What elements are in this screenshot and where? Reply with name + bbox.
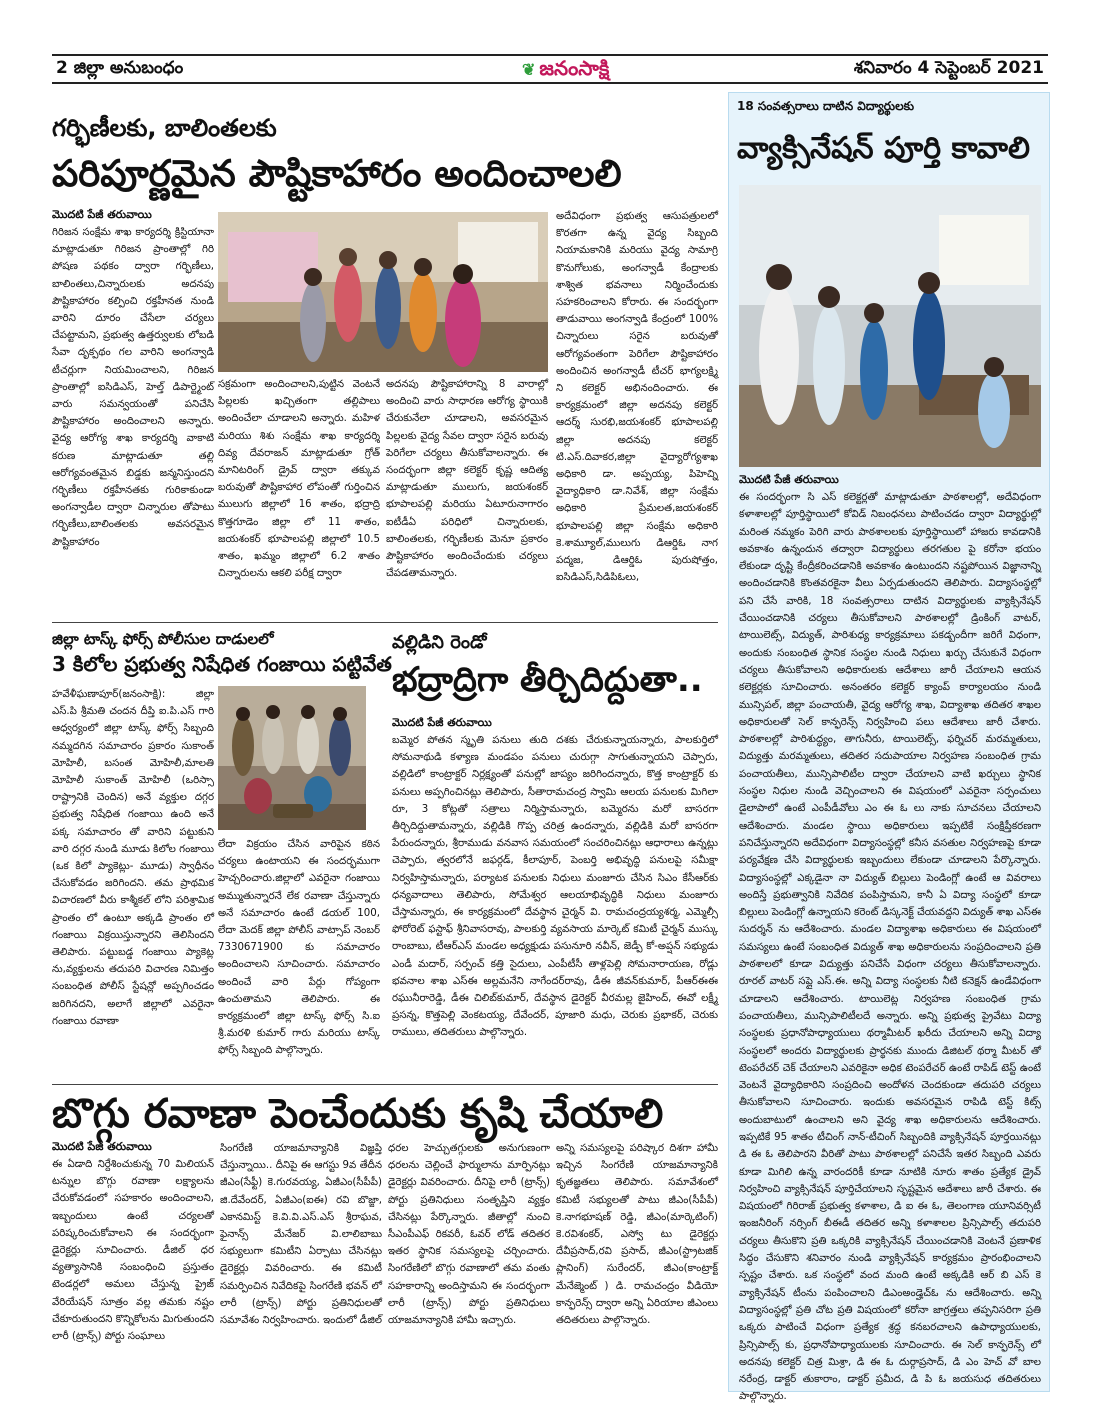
article1-column-1: గిరిజన సంక్షేమ శాఖ కార్యదర్శి క్రిస్టియానా మాట్లాడుతూ గిరిజన ప్రాంతాల్లో గిరి పోషణ పథకం ద్వారా గర్భిణీలు, బాలింతలు,చిన్నారులకు అదనపు పౌష్టికాహారం కల్పించి రక్తహీనత నుండి వారిని దూరం చేసేలా చర్యలు చేపట్టామని, ప్రభుత్వ ఉత్తర్వులకు లోబడి సేవా దృక్పథం గల వారిని అంగన్వాడి టీచర్లుగా నియమించాలని, గిరిజన ప్రాంతాల్లో ఐసిడిఎస్, హెల్త్ డిపార్ట్మెంట్ వారు సమన్వయంతో పనిచేసి పౌష్టికాహారం అందించాలని అన్నారు. వైద్య ఆరోగ్య శాఖ కార్యదర్శి వాకాటి కరుణ మాట్లాడుతూ తల్లి ఆరోగ్యవంతమైన బిడ్డకు జన్మనిస్తుందని గర్భిణీలు రక్తహీనతకు గురికాకుండా అంగన్వాడీల ద్వారా చిన్నారుల తోపాటు గర్భిణీలు,బాలింతలకు అవసరమైన పౌష్టికాహారం <box>52 227 214 548</box>
sidebar-kicker: 18 సంవత్సరాలు దాటిన విద్యార్థులకు <box>737 99 915 113</box>
masthead-text: జనంసాక్షి <box>539 56 610 80</box>
page-label: 2 జిల్లా అనుబంధం <box>56 58 184 78</box>
article2-headline: 3 కిలోల ప్రభుత్వ నిషేధిత గంజాయి పట్టివేత <box>52 652 392 676</box>
section-divider <box>52 1084 718 1085</box>
article3-body: బమ్మెర పోతన స్మృతి పనులు తుది దశకు చేరుకున్నాయన్నారు, పాలకుర్తిలో సోమనాథుడి కళ్యాణ మండపం పనులు చురుగ్గా సాగుతున్నాయని చెప్పారు, వల్లిడిలో కాంట్రాక్టర్ నిర్లక్ష్యంతో పనుల్లో జాప్యం జరిగిందన్నారు, కొత్త కాంట్రాక్టర్ కు పనులు అప్పగించినట్లు తెలిపారు, సీతారామచంద్ర స్వామి ఆలయ పనులకు మిగిలా రూ, 3 కోట్లతో సత్రాలు నిర్మిస్తామన్నారు, బమ్మెరను మరో బాసరగా తీర్చిదిద్దుతామన్నారు, వల్లిడికి గొప్ప చరిత్ర ఉందన్నారు, వల్లిడికి మరో బాసరగా పేరుందన్నారు, శ్రీరాముడు వనవాస సమయంలో సంచరించినట్లు ఆధారాలు ఉన్నట్లు చెప్పారు, త్వరలోనే జఫర్గడ్, కీలాపూర్, పెంబర్తి అభివృద్ధి పనులపై సమీక్షా నిర్వహిస్తామన్నారు, పర్యాటక పనులకు నిధులు మంజూరు చేసిన సిఎం కేసీఆర్‌కు ధన్యవాదాలు తెలిపారు, సోమేశ్వర ఆలయాభివృద్ధికి నిధులు మంజూరు చేస్తామన్నారు, ఈ కార్యక్రమంలో దేవస్థాన చైర్మన్ వి. రామచంద్రయ్యశర్మ, ఎమ్మెల్సీ ఫోరోరెట్ ఫస్టాఫ్ శ్రీనివాసరావు, పాలకుర్తి వ్యవసాయ మార్కెట్ కమిటీ చైర్మన్ ముస్కు రాంబాబు, టీఆర్ఎస్ మండల అధ్యక్షుడు పసునూరి నవీన్, జెడ్పీ కో-అప్షన్ సభ్యుడు ఎండీ మదార్, సర్పంచ్ కత్తి సైదులు, ఎంపీటీసీ తాళ్లపెల్లి సోమనారాయణ, రోడ్లు భవనాల శాఖ ఎస్ఈ అల్లమనేని నాగేందర్‌రావు, డీఈ జీవన్‌కుమార్, పీఆర్ఈఈ రఘునీరారెడ్డి, డీఈ చిలిబ్‌కుమార్, దేవస్థాన డైరెక్టర్ వీరమల్ల జైహింద్, ఈవో లక్ష్మీ ప్రసన్న, కొత్తపెల్లి వెంకటయ్య, దేవేందర్, పూజారి మధు, చెరుకు ప్రభాకర్, చెరుకు రాములు, తదితరులు పాల్గొన్నారు. <box>392 735 718 1039</box>
article1-byline: మొదటి పేజీ తరువాయి <box>52 208 152 221</box>
masthead-logo <box>522 56 609 85</box>
article4-headline: బొగ్గు రవాణా పెంచేందుకు కృషి చేయాలి <box>52 1091 664 1137</box>
article2-photo <box>218 686 366 830</box>
article1-column-3: అదనపు పౌష్టికాహారాన్ని 8 వారాల్లో అందించి వారు సాధారణ ఆరోగ్య స్థాయికి చేరుకునేలా చూడాలని, అవసరమైన పిల్లలకు వైద్య సేవల ద్వారా సరైన బరువు పెరిగేలా చర్యలు తీసుకోవాలన్నారు. ఈ సందర్భంగా జిల్లా కలెక్టర్ కృష్ణ ఆదిత్య మాట్లాడుతూ ములుగు, జయశంకర్ భూపాలపల్లి మరియు ఏటూరునాగారం ఐటీడీఏ పరిధిలో చిన్నారులకు, బాలింతలకు, గర్భిణీలకు మెనూ ప్రకారం పౌష్టికాహారం అందించేందుకు చర్యలు చేపడతామన్నారు. <box>386 379 548 580</box>
article4-byline: మొదటి పేజీ తరువాయి <box>52 1140 152 1153</box>
police-seizure-photo-image <box>218 686 366 830</box>
article4-column-4: అన్ని సమస్యలపై పరిష్కార దిశగా హామీ ఇచ్చిన సింగరేణి యాజమాన్యానికి కృతజ్ఞతలు తెలిపారు. సమావేశంలో కమిటీ సభ్యులతో పాటు జీఎం(సీపీపీ) కె.నాగభూషణ్ రెడ్డి, జీఎం(మార్కెటింగ్) కె.రవిశంకర్, ఎస్వో టు డైరెక్టర్లు దేవీప్రసాద్,రవి ప్రసాద్, జీఎం(స్ట్రాటజిక్ ప్లానింగ్) సురేందర్, జీఎం(కాంట్రాక్ట్ మేనేజ్మెంట్ ) డి. రామచంద్రం వీడియో కాన్ఫరెన్స్ ద్వారా అన్ని ఏరియాల జీఎంలు తదితరులు పాల్గొన్నారు. <box>556 1143 718 1327</box>
article2-column-2: లేదా విక్రయం చేసిన వారిపైన కఠిన చర్యలు ఉంటాయని ఈ సందర్భముగా హెచ్చరించారు.జిల్లాలో ఎవరైనా గంజాయి అమ్ముతున్నారనే లేక రవాణా చేస్తున్నారు అనే సమాచారం ఉంటే డయల్ 100, లేదా మెదక్ జిల్లా పోలీస్ వాట్సాప్ నెంబర్ 7330671900 కు సమాచారం అందించాలని సూచించారు. సమాచారం అందించే వారి పేర్లు గోప్యంగా ఉంచుతామని తెలిపారు. ఈ కార్యక్రమంలో జిల్లా టాస్క్ ఫోర్స్ సి.ఐ శ్రీ.మరళి కుమార్ గారు మరియు టాస్క్ ఫోర్స్ సిబ్బంది పాల్గొన్నారు. <box>218 839 380 1057</box>
vaccination-sidebar <box>728 92 1050 1403</box>
article1-headline: పరిపూర్ణమైన పౌష్టికాహారం అందించాలలి <box>52 152 622 195</box>
leaf-icon: ❦ <box>522 60 536 79</box>
article3-headline: భద్రాద్రిగా తీర్చిదిద్దుతా.. <box>392 660 703 700</box>
sidebar-body: ఈ సందర్భంగా సి ఎస్ కలెక్టర్లతో మాట్లాడుతూ పాఠశాలల్లో, అదేవిధంగా కళాశాలల్లో పూర్తిస్థాయిలో కోవిడ్ నిబంధనలు పాటించడం ద్వారా విద్యార్థుల్లో మరింత నమ్మకం పెరిగి వారు పాఠశాలలకు పూర్తిస్థాయిలో హాజరు కావడానికి అవకాశం ఉన్నందున తద్వారా విద్యార్థులు తరగతుల పై కరోనా భయం లేకుండా దృష్టి కేంద్రీకరించడానికి అవకాశం ఉంటుందని నష్టపోయిన విజ్ఞానాన్ని అందించడానికి కొంతవరకైనా వీలు ఏర్పడుతుందని తెలిపారు. విద్యాసంస్థల్లో పని చేసే వారికి, 18 సంవత్సరాలు దాటిన విద్యార్థులకు వ్యాక్సినేషన్ చేయించడానికి చర్యలు తీసుకోవాలని పాఠశాలల్లో డ్రింకింగ్ వాటర్, టాయిలెట్స్, విద్యుత్, పారిశుధ్య కార్యక్రమాలు పకడ్బందీగా జరిగే విధంగా, అందుకు సంబంధిత స్థానిక సంస్థల నుండి నిధులు ఖర్చు చేసుకునే విధంగా చర్యలు తీసుకోవాలని అధికారులకు ఆదేశాలు జారీ చేయాలని ఆయన కలెక్టర్లకు సూచించారు. అనంతరం కలెక్టర్ క్యాంప్ కార్యాలయం నుండి మున్సిపల్, జిల్లా పంచాయతీ, వైద్య ఆరోగ్య శాఖ, విద్యాశాఖ తదితర శాఖల అధికారులతో సెల్ కాన్ఫరెన్స్ నిర్వహించి పలు ఆదేశాలు జారీ చేశారు. పాఠశాలల్లో పారిశుద్ధ్యం, తాగునీరు, టాయిలెట్స్, ఫర్నిచర్ మరమ్మతులు, విద్యుత్తు మరమ్మతులు, తదితర సదుపాయాల నిర్వహణ సంబంధిత గ్రామ పంచాయతీలు, మున్సిపాలిటీల ద్వారా చేయాలని వాటి ఖర్చులు స్థానిక సంస్థల నిధుల నుండి వెచ్చించాలని ఈ విషయంలో ఎవరైనా సర్పంచులు డైలాపాలో ఉంటే ఎంపీడీవోలు ఎం ఈ ఓ లు నాకు సూచనలు చేయాలని ఆదేశించారు. మండల స్థాయి అధికారులు ఇప్పటికే సంక్షిప్తీకరణగా పనిచేస్తున్నారని అదేవిధంగా విద్యాసంస్థల్లో కనీస వసతుల నిర్వహణపై కూడా పర్యవేక్షణ చేసి విద్యార్థులకు ఇబ్బందులు లేకుండా చూడాలని పేర్కొన్నారు. విద్యాసంస్థల్లో ఎక్కడైనా నా విద్యుత్ బిల్లులు పెండింగ్లో ఉంటే ఆ వివరాలు అందిస్తే ప్రభుత్వానికి నివేదిక పంపిస్తామని, కానీ ఏ విద్యా సంస్థలో కూడా బిల్లులు పెండింగ్లో ఉన్నాయని కరెంట్ డిస్కనెక్ట్ చేయవద్దని విద్యుత్ శాఖ ఎస్ఈ సుదర్శన్ ను ఆదేశించారు. మండల విద్యాశాఖ అధికారులు ఈ విషయంలో సమస్యలు ఉంటే సంబంధిత విద్యుత్ శాఖ అధికారులను సంప్రదించాలని ప్రతి పాఠశాలలో కూడా విద్యుత్తు పనిచేసే విధంగా చర్యలు తీసుకోవాలన్నారు. రూరల్ వాటర్ సప్లై ఎస్.ఈ. అన్ని విద్యా సంస్థలకు నీటి కనెక్షన్ ఉండేవిధంగా చూడాలని ఆదేశించారు. టాయిలెట్ల నిర్వహణ సంబంధిత గ్రామ పంచాయతీలు, మున్సిపాలిటీలదే అన్నారు. అన్ని ప్రభుత్వ ప్రైవేటు విద్యా సంస్థలకు ప్రధానోపాధ్యాయులు థర్మామీటర్ ఖరీదు చేయాలని అన్ని విద్యా సంస్థలలో అందరు విద్యార్థులకు ప్రార్థనకు ముందు డిజిటల్ థర్మా మీటర్ తో టెంపరేచర్ చెక్ చేయాలని ఎవరికైనా అధిక టెంపరేచర్ ఉంటే రాపిడ్ టెస్ట్ ఉంటే వెంటనే వైద్యాధికారిని సంప్రదించి అందోళన చెందకుండా తదుపరి చర్యలు తీసుకోవాలని సూచించారు. ఇందుకు అవసరమైన రాపిడి టెస్ట్ కిట్స్ అందుబాటులో ఉంచాలని అని వైద్య శాఖ అధికారులను ఆదేశించారు. ఇప్పటికే 95 శాతం టీచింగ్ నాన్-టీచింగ్ సిబ్బందికి వ్యాక్సినేషన్ పూర్తయినట్లు డి ఈ ఓ తెలిపారని వీరితో పాటు పాఠశాలల్లో పనిచేసే ఇతర సిబ్బంది ఎవరు కూడా మిగిలి ఉన్న వారందరికీ కూడా నూటికి నూరు శాతం ప్రత్యేక డ్రైవ్ నిర్వహించి వ్యాక్సినేషన్ పూర్తిచేయాలని సృష్టమైన ఆదేశాలు జారీ చేశారు. ఈ విషయంలో గిరిరాజ్ ప్రభుత్వ కళాశాల, డి ఐ ఈ ఓ, తెలంగాణ యూనివర్సిటీ ఇంజనీరింగ్ నర్సింగ్ బీఈడీ తదితర అన్ని కళాశాలల ప్రిన్సిపాల్స్ తదుపరి చర్యలు తీసుకొని ప్రతి ఒక్కరికి వ్యాక్సినేషన్ చేయించడానికి వెంటనే ప్రణాళిక సిద్ధం చేసుకొని శనివారం నుండి వ్యాక్సినేషన్ కార్యక్రమం ప్రారంభించాలని స్పష్టం చేశారు. ఒక సంస్థలో వంద మంది ఉంటే అక్కడికి ఆర్ బి ఎస్ కె వ్యాక్సినేషన్ టీంను పంపించాలని డిఎంఅండ్హెచ్ఓ ను ఆదేశించారు. అన్ని విద్యాసంస్థల్లో ప్రతి చోట ప్రతి విషయంలో కరోనా జాగ్రత్తలు తప్పనిసరిగా ప్రతి ఒక్కరు పాటించే విధంగా ప్రత్యేక శ్రద్ధ కనబరచాలని ఉపాధ్యాయులకు, ప్రిన్సిపాల్స్ కు, ప్రధానోపాధ్యాయులకు సూచించారు. ఈ సెల్ కాన్ఫరెన్స్ లో అదనపు కలెక్టర్ చిత్ర మిశ్రా, డి ఈ ఓ దుర్గాప్రసాద్, డి ఎం హెచ్ వో బాల నరేంద్ర, డాక్టర్ తుకారాం, డాక్టర్ ప్రమీద, డి పి ఓ జయసుధ తదితరులు పాల్గొన్నారు. <box>739 492 1041 1403</box>
article1-kicker: గర్భిణీలకు, బాలింతలకు <box>52 114 277 142</box>
classroom-photo-image <box>739 185 1041 467</box>
article3-byline: మొదటి పేజీ తరువాయి <box>392 716 492 729</box>
article2-kicker: జిల్లా టాస్క్ ఫోర్స్ పోలీసుల దాడులలో <box>52 630 274 648</box>
section-divider <box>52 622 718 623</box>
article1-column-2: సక్రమంగా అందించాలని,పుట్టిన వెంటనే పిల్లలకు ఖచ్చితంగా తల్లిపాలు అందించేలా చూడాలని అన్నారు. మహిళ మరియు శిశు సంక్షేమ శాఖ కార్యదర్శి దివ్య దేవరాజన్ మాట్లాడుతూ గ్రోత్ మానిటరింగ్ డ్రైవ్ ద్వారా తక్కువ బరువుతో పౌష్టికాహార లోపంతో గుర్తించిన ములుగు జిల్లాలో 16 శాతం, భద్రాద్రి కొత్తగూడెం జిల్లా లో 11 శాతం, జయశంకర్ భూపాలపల్లి జిల్లాలో 10.5 శాతం, ఖమ్మం జిల్లాలో 6.2 శాతం చిన్నారులను ఆకలి పరీక్ష ద్వారా <box>218 379 380 580</box>
page-header <box>52 54 1048 84</box>
article4-column-3: ధరల హెచ్చుతగ్గులకు అనుగుణంగా ధరలను చెల్లించే ఫార్ములాను మార్పినట్లు డైరెక్టర్లు వివరించారు. దీనిపై లారీ (ట్రాన్స్) పోర్టు ప్రతినిధులు సంతృప్తిని వ్యక్తం చేసినట్లు పేర్కొన్నారు. జీతాల్లో నుంచి సీఎంపీఎఫ్ రికవరీ, ఓవర్ లోడ్ తదితర ఇతర స్థానిక సమస్యలపై చర్చించారు. సింగరేణిలో బొగ్గు రవాణాలో తమ వంతు సహకారాన్ని అందిస్తామని ఈ సందర్భంగా లారీ (ట్రాన్స్) పోర్టు ప్రతినిధులు యాజమాన్యానికి హామీ ఇచ్చారు. <box>388 1143 550 1327</box>
sidebar-byline: మొదటి పేజీ తరువాయి <box>739 473 839 486</box>
sidebar-photo <box>739 185 1041 467</box>
article3-kicker: వల్లిడిని రెండో <box>392 632 487 653</box>
article4-column-1: ఈ ఏడాది నిర్దేశించుకున్న 70 మిలియన్ టన్నుల బొగ్గు రవాణా లక్ష్యాలను చేరుకోవడంలో సహకారం అందించాలని, ఇబ్బందులు ఉంటే చర్యలతో పరిష్కరించుకోవాలని ఈ సందర్భంగా డైరెక్టర్లు సూచించారు. డీజిల్ ధర వ్యత్యాసానికి సంబంధించి ప్రస్తుతం టెండర్లలో అమలు చేస్తున్న ప్రైజ్ వేరియేషన్ సూత్రం వల్ల తమకు నష్టం చేకూరుతుందని కొన్నికోలను మిగుతుందని లారీ (ట్రాన్స్) పోర్టు సంఘాలు <box>52 1159 214 1343</box>
meeting-photo-image <box>218 212 548 372</box>
article2-column-1: హవేళీఘణాపూర్(జనంసాక్షి): జిల్లా ఎస్.పి శ్రీమతి చందన దీప్తి ఐ.పి.ఎస్ గారి ఆధ్వర్యంలో జిల్లా టాస్క్ ఫోర్స్ సిబ్బంది నమ్మదగిన సమాచారం ప్రకారం సుకాంత్ మోహిలీ, బసంత మోహిలీ,మాలతి మోహిలీ సుకాంత్ మోహిలీ (ఒరిస్సా రాష్ట్రానికి చెందిన) అనే వ్యక్తుల దగ్గర ప్రభుత్వ నిషేధిత గంజాయి ఉంది అనే పక్క సమాచారం తో వారిని పట్టుకుని వారి దగ్గర నుండి మూడు కిలోల గంజాయి (ఒక కిలో ప్యాకెట్లు- మూడు) స్వాధీనం చేసుకోవడం జరిగిందని. తమ ప్రాథమిక విచారణలో వీరు కాశ్మీకల్ లోని పరిశ్రామిక ప్రాంతం లో ఉంటూ అక్కడి ప్రాంతం లో గంజాయి విక్రయిస్తున్నారని తెలిసిందని తెలిపారు. పట్టుబడ్డ గంజాయి ప్యాకెట్ల ను,వ్యక్తులను తదుపరి విచారణ నిమిత్తం సంబంధిత పోలీస్ స్టేషన్లో అప్పగించడం జరిగినదని, అలాగే జిల్లాలో ఎవరైనా గంజాయి రవాణా <box>52 689 214 1027</box>
article1-photo <box>218 212 548 372</box>
article4-column-2: సింగరేణి యాజమాన్యానికి విజ్ఞప్తి చేస్తున్నాయి.. దీనిపై ఈ ఆగస్టు 9వ తేదీన జీఎం(సేఫ్టీ) కె.గురవయ్య, ఏజీఎం(సీపీపీ) జి.దేవేందర్, ఏజీఎం(ఐఈ) రవి బొజ్జా, ఎకానమిస్ట్ కె.వి.వి.ఎస్.ఎస్ శ్రీరాఘవ, ఫైనాన్స్ మేనేజర్ వి.లాలిబాబు సభ్యులుగా కమిటీని ఏర్పాటు చేసినట్లు డైరెక్టర్లు వివరించారు. ఈ కమిటీ సమర్పించిన నివేదికపై సింగరేణి భవన్ లో లారీ (ట్రాన్స్) పోర్టు ప్రతినిధులతో సమావేశం నిర్వహించారు. ఇందులో డీజిల్ <box>220 1143 382 1327</box>
sidebar-headline: వ్యాక్సినేషన్ పూర్తి కావాలి <box>737 131 1030 166</box>
article1-column-4: అదేవిధంగా ప్రభుత్వ ఆసుపత్రులలో కొరతగా ఉన్న వైద్య సిబ్బంది నియామకానికి మరియు వైద్య సామాగ్రి కొనుగోలుకు, అంగన్వాడీ కేంద్రాలకు శాశ్విత భవనాలు నిర్మించేందుకు సహకరించాలని కోరారు. ఈ సందర్భంగా తాడువాయి అంగన్వాడి కేంద్రంలో 100% చిన్నారులు సరైన బరువుతో ఆరోగ్యవంతంగా పెరిగేలా పౌష్టికాహారం అందించిన అంగన్వాడీ టీచర్ భాగ్యలక్ష్మి ని కలెక్టర్ అభినందించారు. ఈ కార్యక్రమంలో జిల్లా అదనపు కలెక్టర్ ఆదర్శ్ సురభి,జయశంకర్ భూపాలపల్లి జిల్లా అదనపు కలెక్టర్ టి.ఎస్.దివాకర,జిల్లా వైద్యారోగ్యశాఖ అధికారి డా. అప్పయ్య, పిహెచ్ని వైద్యాధికారి డా.నివేశ్, జిల్లా సంక్షేమ అధికారి ప్రేమలత,జయశంకర్ భూపాలపల్లి జిల్లా సంక్షేమ అధికారి కె.శామ్యూల్,ములుగు డిఆర్డిఓ నాగ పద్మజ, డిఆర్డిఓ పురుషోత్తం, ఐసిడిఎస్,సిడిపిఓలు, <box>556 211 718 584</box>
issue-date: శనివారం 4 సెప్టెంబర్ 2021 <box>853 58 1044 78</box>
